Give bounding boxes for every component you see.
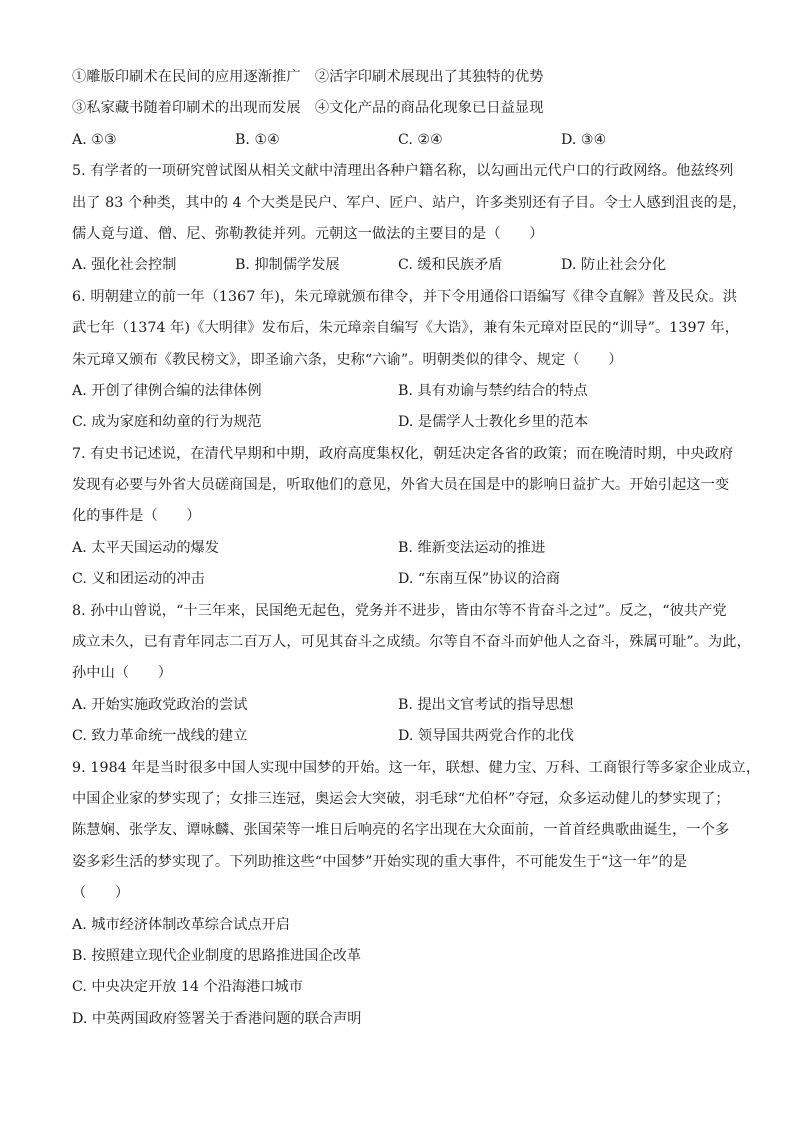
question-7-options-row-2 [72,564,732,595]
option-b: B. 按照建立现代企业制度的思路推进国企改革 [72,947,362,964]
question-6-options-row-1 [72,376,732,407]
question-4-statement-line: ①雕版印刷术在民间的应用逐渐推广 ②活字印刷术展现出了其独特的优势 [72,69,544,85]
question-8-options-row-2 [72,721,732,752]
option-d: D. “东南互保”协议的洽商 [398,571,561,588]
option-a: A. 开始实施政党政治的尝试 [72,696,248,713]
question-8-stem-line: 孙中山（ ） [72,665,173,682]
question-6-options-row-2 [72,407,732,438]
question-8-options-row-1 [72,690,732,721]
question-9-stem-line: 中国企业家的梦实现了；女排三连冠，奥运会大突破，羽毛球“尤伯杯”夺冠，众多运动健儿的梦实现了； [72,790,730,807]
question-9-stem-line: （ ） [72,885,130,902]
option-b: B. 维新变法运动的推进 [398,539,546,556]
question-7 [72,439,732,596]
option-c: C. ②④ [398,131,443,148]
option-b: B. ①④ [235,131,280,148]
question-5 [72,156,747,282]
option-a: A. 开创了律例合编的法律体例 [72,382,262,399]
question-5-stem-line: 5. 有学者的一项研究曾试图从相关文献中清理出各种户籍名称，以勾画出元代户口的行政网络。他兹终列 [72,163,734,180]
option-c: C. 义和团运动的冲击 [72,571,205,588]
option-a: A. ①③ [72,131,117,148]
question-9-stem-line: 9. 1984 年是当时很多中国人实现中国梦的开始。这一年，联想、健力宝、万科、工商银行等多家企业成立， [72,759,761,776]
question-5-options [72,250,732,281]
option-d: D. 领导国共两党合作的北伐 [398,728,574,745]
option-d: D. 防止社会分化 [561,257,667,274]
option-c: C. 成为家庭和幼童的行为规范 [72,414,262,431]
option-d: D. ③④ [561,131,607,148]
option-b: B. 提出文官考试的指导思想 [398,696,574,713]
option-b: B. 抑制儒学发展 [235,257,340,274]
question-6-stem-line: 6. 明朝建立的前一年（1367 年)，朱元璋就颁布律令，并下令用通俗口语编写《律令直解》普及民众。洪 [72,288,738,305]
question-7-options-row-1 [72,533,732,564]
exam-page [72,62,761,1035]
option-c: C. 缓和民族矛盾 [398,257,503,274]
option-b: B. 具有劝谕与禁约结合的特点 [398,382,588,399]
option-a: A. 城市经济体制改革综合试点开启 [72,916,290,933]
option-a: A. 太平天国运动的爆发 [72,539,219,556]
question-5-stem-line: 出了 83 个种类，其中的 4 个大类是民户、军户、匠户、站户，许多类别还有子目。令士人感到沮丧的是， [72,194,747,211]
question-4-options [72,125,732,156]
question-6-stem-line: 朱元璋又颁布《教民榜文》，即圣谕六条，史称“六谕”。明朝类似的律令、规定（ ） [72,351,623,368]
question-4-statement-line: ③私家藏书随着印刷术的出现而发展 ④文化产品的商品化现象已日益显现 [72,100,544,117]
option-d: D. 中英两国政府签署关于香港问题的联合声明 [72,1010,362,1027]
question-8-stem-line: 8. 孙中山曾说，“十三年来，民国绝无起色，党务并不进步，皆由尔等不肯奋斗之过”。反之，“彼共产党 [72,602,727,619]
question-6-stem-line: 武七年（1374 年)《大明律》发布后，朱元璋亲自编写《大诰》，兼有朱元璋对臣民的“训导”。1397 年， [72,320,739,337]
question-6 [72,282,739,439]
option-a: A. 强化社会控制 [72,257,177,274]
question-9-stem-line: 陈慧娴、张学友、谭咏麟、张国荣等一堆日后响亮的名字出现在大众面前，一首首经典歌曲诞生，一个多 [72,822,730,839]
question-7-stem-line: 发现有必要与外省大员磋商国是，听取他们的意见，外省大员在国是中的影响日益扩大。开始引起这一变 [72,477,730,494]
question-9-stem-line: 姿多彩生活的梦实现了。下列助推这些“中国梦”开始实现的重大事件，不可能发生于“这一年”的是 [72,853,688,870]
question-7-stem-line: 7. 有史书记述说，在清代早期和中期，政府高度集权化，朝廷决定各省的政策；而在晚清时期，中央政府 [72,445,734,462]
question-8-stem-line: 成立未久，已有青年同志二百万人，可见其奋斗之成绩。尔等自不奋斗而妒他人之奋斗，殊属可耻”。为此， [72,634,751,651]
option-d: D. 是儒学人士教化乡里的范本 [398,414,589,431]
question-9 [72,753,761,1036]
question-5-stem-line: 儒人竟与道、僧、尼、弥勒教徒并列。元朝这一做法的主要目的是（ ） [72,225,544,242]
question-8 [72,596,751,753]
question-7-stem-line: 化的事件是（ ） [72,508,201,525]
option-c: C. 中央决定开放 14 个沿海港口城市 [72,979,303,996]
question-4-tail [72,62,732,156]
option-c: C. 致力革命统一战线的建立 [72,728,248,745]
